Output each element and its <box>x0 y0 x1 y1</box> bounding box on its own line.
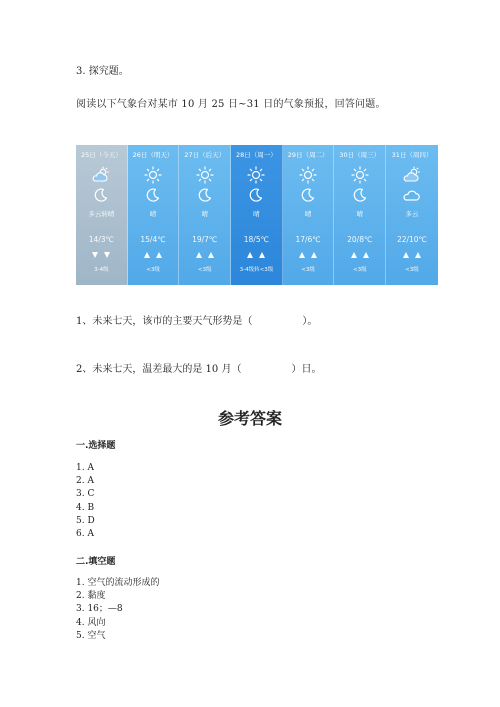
section-title-fill: 二.填空题 <box>76 557 116 567</box>
day-header: 26日（明天） <box>132 151 174 159</box>
sun-icon <box>283 166 334 184</box>
wind-level: <3级 <box>352 267 367 273</box>
sun-icon <box>128 166 179 184</box>
temperature-range: 19/7℃ <box>192 235 218 244</box>
arrow-down-icon <box>104 252 110 258</box>
forecast-day <box>386 145 438 285</box>
temperature-range: 14/3℃ <box>88 235 114 244</box>
forecast-day <box>231 145 283 285</box>
moon-icon <box>334 186 385 204</box>
sun-icon <box>179 166 230 184</box>
answer-item: 1. 空气的流动形成的 <box>76 578 160 588</box>
arrow-up-icon <box>196 252 202 258</box>
weather-condition: 多云转晴 <box>88 210 115 218</box>
temperature-range: 22/10℃ <box>396 235 427 244</box>
question-title: 3. 探究题。 <box>76 66 129 77</box>
intro-text: 阅读以下气象台对某市 10 月 25 日~31 日的气象预报，回答问题。 <box>76 99 386 110</box>
moon-icon <box>283 186 334 204</box>
weather-condition: 晴 <box>253 210 260 218</box>
answer-item: 4. B <box>76 502 95 513</box>
forecast-day <box>334 145 386 285</box>
arrow-up-icon <box>415 252 421 258</box>
sun-icon <box>231 166 282 184</box>
arrow-up-icon <box>311 252 317 258</box>
answer-item: 2. 黏度 <box>76 591 106 602</box>
arrow-up-icon <box>247 252 253 258</box>
day-header: 31日（周四） <box>391 151 433 159</box>
wind-direction <box>231 252 282 258</box>
arrow-up-icon <box>156 252 162 258</box>
day-header: 28日（周一） <box>236 151 277 159</box>
moon-icon <box>76 186 127 204</box>
wind-level: <3级 <box>197 267 212 273</box>
forecast-day <box>128 145 180 285</box>
sun-icon <box>334 166 385 184</box>
weather-condition: 晴 <box>304 210 312 218</box>
moon-icon <box>179 186 230 204</box>
answer-list-choice <box>76 462 95 541</box>
arrow-up-icon <box>363 252 369 258</box>
wind-direction <box>128 252 179 258</box>
question-1: 1、未来七天，该市的主要天气形势是（ ）。 <box>76 316 318 327</box>
wind-direction <box>334 252 385 258</box>
cloud-icon <box>386 186 438 204</box>
wind-level: <3级 <box>301 267 315 273</box>
arrow-up-icon <box>403 252 409 258</box>
partly-cloudy-icon <box>386 166 438 184</box>
question-2: 2、未来七天，温差最大的是 10 月（ ）日。 <box>76 364 322 375</box>
weather-forecast-panel <box>76 145 438 285</box>
wind-direction <box>179 252 230 258</box>
arrow-up-icon <box>299 252 305 258</box>
arrow-up-icon <box>259 252 265 258</box>
day-header: 30日（周三） <box>339 151 381 159</box>
day-header: 27日（后天） <box>184 151 226 159</box>
answer-item: 2. A <box>76 476 94 487</box>
forecast-day <box>76 145 128 285</box>
wind-level: <3级 <box>405 267 419 273</box>
arrow-up-icon <box>144 252 150 258</box>
day-header: 25日（今天） <box>80 151 122 159</box>
wind-direction <box>76 252 127 258</box>
wind-level: <3级 <box>146 267 160 273</box>
section-title-choice: 一.选择题 <box>76 441 116 451</box>
weather-condition: 晴 <box>149 210 157 218</box>
answer-item: 5. D <box>76 515 95 526</box>
weather-condition: 多云 <box>405 210 419 218</box>
arrow-up-icon <box>208 252 214 258</box>
answer-item: 6. A <box>76 529 94 540</box>
temperature-range: 20/8℃ <box>347 235 373 244</box>
weather-condition: 晴 <box>356 210 364 218</box>
answer-list-fill <box>76 577 159 643</box>
temperature-range: 17/6℃ <box>295 235 321 244</box>
answer-title: 参考答案 <box>217 409 282 428</box>
answer-item: 4. 风向 <box>76 617 106 628</box>
temperature-range: 15/4℃ <box>140 235 166 244</box>
answer-item: 3. C <box>76 489 95 500</box>
moon-icon <box>231 186 282 204</box>
forecast-day <box>179 145 231 285</box>
wind-level: 3-4级转<3级 <box>239 267 274 273</box>
day-header: 29日（周二） <box>287 151 329 159</box>
wind-level: 3-4级 <box>94 267 109 273</box>
moon-icon <box>128 186 179 204</box>
wind-direction <box>283 252 334 258</box>
answer-item: 5. 空气 <box>76 630 106 641</box>
answer-item: 1. A <box>76 463 94 473</box>
arrow-down-icon <box>92 252 98 258</box>
temperature-range: 18/5℃ <box>243 235 270 244</box>
forecast-day <box>283 145 335 285</box>
wind-direction <box>386 252 438 258</box>
arrow-up-icon <box>351 252 357 258</box>
weather-condition: 晴 <box>201 210 208 218</box>
partly-cloudy-icon <box>76 166 127 184</box>
answer-item: 3. 16；—8 <box>76 604 123 615</box>
